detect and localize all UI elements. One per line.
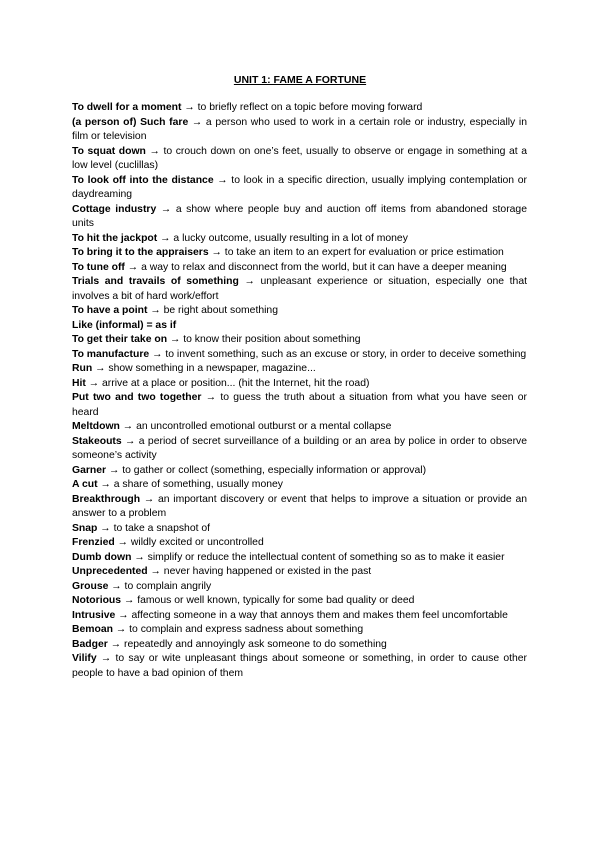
entry-definition: → to crouch down on one’s feet, usually to observe or engage in something at a low level (cuclillas) — [72, 145, 527, 171]
vocabulary-entry — [72, 493, 527, 522]
vocabulary-list — [72, 101, 527, 681]
vocabulary-entry — [72, 377, 527, 392]
entry-term: Breakthrough — [72, 493, 141, 505]
entry-term: Unprecedented — [72, 566, 148, 577]
entry-definition: → show something in a newspaper, magazine... — [95, 363, 316, 374]
entry-term: Stakeouts — [72, 435, 122, 447]
entry-term: Snap — [72, 522, 98, 534]
entry-definition: → to invent something, such as an excuse or story, in order to deceive something — [152, 348, 527, 360]
entry-term: Hit — [72, 377, 86, 389]
entry-definition: → a period of secret surveillance of a building or an area by police in order to observe someone’s activity — [72, 435, 528, 461]
entry-definition: → a way to relax and disconnect from the world, but it can have a deeper meaning — [127, 261, 507, 273]
entry-definition: → repeatedly and annoyingly ask someone to do something — [110, 638, 387, 650]
vocabulary-entry — [72, 638, 527, 653]
vocabulary-entry — [72, 101, 527, 116]
vocabulary-entry — [72, 391, 527, 420]
entry-definition: → arrive at a place or position... (hit the Internet, hit the road) — [88, 377, 370, 389]
entry-term: A cut — [72, 479, 98, 490]
entry-definition: → an uncontrolled emotional outburst or a mental collapse — [122, 421, 392, 432]
entry-definition: → to take a snapshot of — [100, 522, 211, 534]
vocabulary-entry — [72, 275, 527, 304]
entry-term: To have a point — [72, 305, 148, 316]
entry-definition: → to know their position about something — [169, 334, 361, 345]
entry-definition: → to look in a specific direction, usually implying contemplation or daydreaming — [72, 174, 527, 200]
entry-term: (a person of) Such fare — [72, 116, 189, 128]
vocabulary-entry — [72, 145, 527, 174]
entry-term: To look off into the distance — [72, 174, 214, 186]
entry-term: Dumb down — [72, 551, 132, 563]
entry-definition: → a person who used to work in a certain role or industry, especially in film or television — [72, 116, 527, 142]
entry-term: Cottage industry — [72, 203, 157, 215]
vocabulary-entry — [72, 174, 527, 203]
vocabulary-entry — [72, 246, 527, 261]
entry-definition: → never having happened or existed in the past — [150, 566, 372, 577]
entry-term: Vilify — [72, 653, 97, 664]
entry-term: To manufacture — [72, 348, 150, 360]
vocabulary-entry — [72, 362, 527, 377]
vocabulary-entry — [72, 478, 527, 493]
entry-term: Intrusive — [72, 609, 116, 621]
entry-definition: → famous or well known, typically for some bad quality or deed — [123, 595, 415, 606]
entry-term: To get their take on — [72, 334, 168, 345]
entry-definition: → to complain angrily — [111, 580, 212, 592]
vocabulary-entry — [72, 623, 527, 638]
vocabulary-entry — [72, 609, 527, 624]
entry-definition: → an important discovery or event that helps to improve a situation or provide an answer to a problem — [72, 493, 527, 519]
vocabulary-entry — [72, 551, 527, 566]
vocabulary-entry — [72, 435, 527, 464]
page-title: UNIT 1: FAME A FORTUNE — [233, 74, 367, 86]
entry-term: To squat down — [72, 145, 146, 157]
entry-term: Put two and two together — [72, 392, 202, 403]
entry-definition: → a show where people buy and auction off items from abandoned storage units — [72, 203, 527, 229]
vocabulary-entry — [72, 333, 527, 348]
vocabulary-entry — [72, 464, 527, 479]
entry-term: To dwell for a moment — [72, 102, 182, 113]
entry-definition: → to gather or collect (something, especially information or approval) — [108, 464, 427, 476]
entry-term: Like (informal) = as if — [72, 319, 177, 331]
vocabulary-entry — [72, 203, 527, 232]
entry-term: Frenzied — [72, 537, 115, 548]
entry-definition: → to guess the truth about a situation from what you have seen or heard — [72, 392, 527, 418]
vocabulary-entry — [72, 261, 527, 276]
entry-definition: → affecting someone in a way that annoys them and makes them feel uncomfortable — [118, 609, 508, 621]
vocabulary-entry — [72, 565, 527, 580]
entry-definition: → a share of something, usually money — [100, 479, 283, 490]
entry-term: Bemoan — [72, 624, 113, 635]
vocabulary-entry — [72, 348, 527, 363]
vocabulary-entry — [72, 319, 527, 334]
vocabulary-entry — [72, 304, 527, 319]
entry-definition: → to briefly reflect on a topic before moving forward — [184, 102, 423, 113]
entry-term: Badger — [72, 638, 108, 650]
vocabulary-entry — [72, 580, 527, 595]
entry-definition: → to say or wite unpleasant things about someone or something, in order to cause other people to have a bad opinion of them — [72, 653, 528, 679]
entry-definition: → a lucky outcome, usually resulting in a lot of money — [160, 232, 408, 244]
entry-term: Run — [72, 363, 93, 374]
entry-term: Garner — [72, 464, 107, 476]
entry-term: Grouse — [72, 580, 109, 592]
entry-definition: → wildly excited or uncontrolled — [117, 537, 264, 548]
entry-term: To bring it to the appraisers — [72, 247, 209, 258]
vocabulary-entry — [72, 232, 527, 247]
vocabulary-entry — [72, 116, 527, 145]
entry-definition: → be right about something — [150, 305, 278, 316]
entry-term: To hit the jackpot — [72, 232, 158, 244]
entry-definition: → simplify or reduce the intellectual content of something so as to make it easier — [134, 551, 505, 563]
entry-term: To tune off — [72, 261, 125, 273]
vocabulary-entry — [72, 420, 527, 435]
entry-term: Trials and travails of something — [72, 276, 239, 287]
entry-term: Notorious — [72, 595, 122, 606]
entry-definition: → unpleasant experience or situation, especially one that involves a bit of hard work/effort — [72, 276, 527, 302]
entry-term: Meltdown — [72, 421, 120, 432]
entry-definition: → to complain and express sadness about something — [115, 624, 364, 635]
vocabulary-entry — [72, 652, 527, 681]
entry-definition: → to take an item to an expert for evaluation or price estimation — [211, 247, 504, 258]
vocabulary-entry — [72, 536, 527, 551]
vocabulary-entry — [72, 594, 527, 609]
vocabulary-entry — [72, 522, 527, 537]
